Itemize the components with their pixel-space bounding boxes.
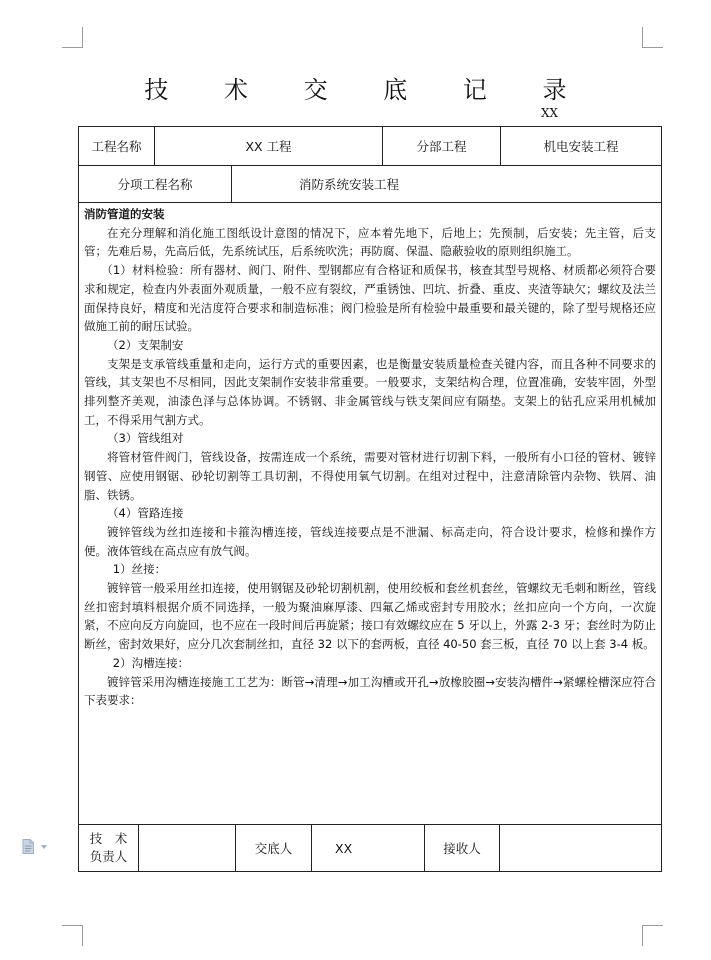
receiver-value <box>500 825 661 871</box>
section-pipe-alignment: （3）管线组对 <box>107 431 184 446</box>
section-groove-connection: 2）沟槽连接： <box>112 655 190 670</box>
crop-mark-bottom-right <box>642 925 663 946</box>
signature-row <box>79 825 661 871</box>
document-title: 技 术 交 底 记 录 <box>144 76 591 104</box>
tech-lead-value <box>139 825 236 871</box>
paragraph-groove-connection: 镀锌管采用沟槽连接施工工艺为：断管→清理→加工沟槽或开孔→放橡胶圈→安装沟槽件→紧螺栓槽深应符合下表要求： <box>84 674 656 708</box>
crop-mark-top-left <box>62 27 83 48</box>
discloser-label: 交底人 <box>236 825 312 871</box>
section-pipe-connection: （4）管路连接 <box>107 506 184 521</box>
subitem-label: 分项工程名称 <box>79 166 232 202</box>
discloser-value: XX <box>312 825 425 871</box>
project-name-value: XX 工程 <box>155 127 383 165</box>
division-value: 机电安装工程 <box>543 139 619 154</box>
disclosure-content <box>79 203 661 825</box>
section-threaded-connection: 1）丝接： <box>112 562 167 577</box>
document-icon[interactable] <box>22 839 34 854</box>
disclosure-table <box>78 126 662 872</box>
crop-mark-top-right <box>642 27 663 48</box>
project-name-label: 工程名称 <box>79 127 155 165</box>
division-label: 分部工程 <box>383 127 501 165</box>
paragraph-principles: 在充分理解和消化施工图纸设计意图的情况下，应本着先地下，后地上；先预制，后安装；先主管，后支管；先难后易，先高后低，先系统试压，后系统吹洗；再防腐、保温、隐蔽验收的原则组织施工。 <box>84 225 656 259</box>
paragraph-threaded-connection: 镀锌管一般采用丝扣连接，使用钢锯及砂轮切割机割，使用绞板和套丝机套丝，管螺纹无毛刺和断丝，管线丝扣密封填料根据介质不同选择，一般为聚油麻厚漆、四氟乙烯或密封专用胶水；丝扣应向一个方向，一次旋紧，不应向反方向旋回，也不应在一段时间后再旋紧；接口有效螺纹应在 5 牙以上，外露 2-3 牙；套丝时为防止断丝，密封效果好，应分几次套制丝扣，直径 32 以下的套两板，直径 40-50 套三板，直径 70 以上套 3-4 板。 <box>84 581 656 652</box>
tech-lead-label <box>79 825 139 871</box>
document-number: XX <box>541 106 559 120</box>
project-row <box>79 127 661 166</box>
receiver-label: 接收人 <box>425 825 500 871</box>
section-support-fabrication: （2）支架制安 <box>107 337 184 352</box>
paragraph-support-fabrication: 支架是支承管线重量和走向，运行方式的重要因素，也是衡量安装质量检查关键内容，而且各种不同要求的管线，其支架也不尽相同，因此支架制作安装非常重要。一般要求，支架结构合理，位置准确，安装牢固，外型排列整齐美观，油漆色泽与总体协调。不锈钢、非金属管线与铁支架间应有隔垫。支架上的钻孔应采用机械加工，不得采用气割方式。 <box>84 356 656 427</box>
paragraph-material-inspection: （1）材料检验：所有器材、阀门、附件、型钢都应有合格证和质保书，核查其型号规格、材质都必须符合要求和规定，检查内外表面外观质量，一般不应有裂纹，严重锈蚀、凹坑、折叠、重皮、夹渣等缺欠；螺纹及法兰面保持良好，精度和光洁度符合要求和制造标准；阀门检验是所有检验中最重要和最关键的，除了型号规格还应做施工前的耐压试验。 <box>84 263 656 334</box>
subitem-value: 消防系统安装工程 <box>299 177 400 192</box>
crop-mark-bottom-left <box>62 925 83 946</box>
paragraph-pipe-alignment: 将管材管件阀门，管线设备，按需连成一个系统，需要对管材进行切割下料，一般所有小口径的管材、镀锌钢管、应使用钢锯、砂轮切割等工具切割，不得使用氧气切割。在组对过程中，注意清除管内杂物、铁屑、油脂、铁锈。 <box>84 450 656 502</box>
tech-lead-label-line1: 技 术 <box>89 831 128 846</box>
content-heading: 消防管道的安装 <box>84 207 165 221</box>
chevron-down-icon[interactable] <box>41 845 47 849</box>
tech-lead-label-line2: 负责人 <box>89 849 128 864</box>
paragraph-pipe-connection: 镀锌管线为丝扣连接和卡箍沟槽连接，管线连接要点是不泄漏、标高走向，符合设计要求，检修和操作方便。液体管线在高点应有放气阀。 <box>84 524 656 558</box>
subitem-row <box>79 166 661 203</box>
